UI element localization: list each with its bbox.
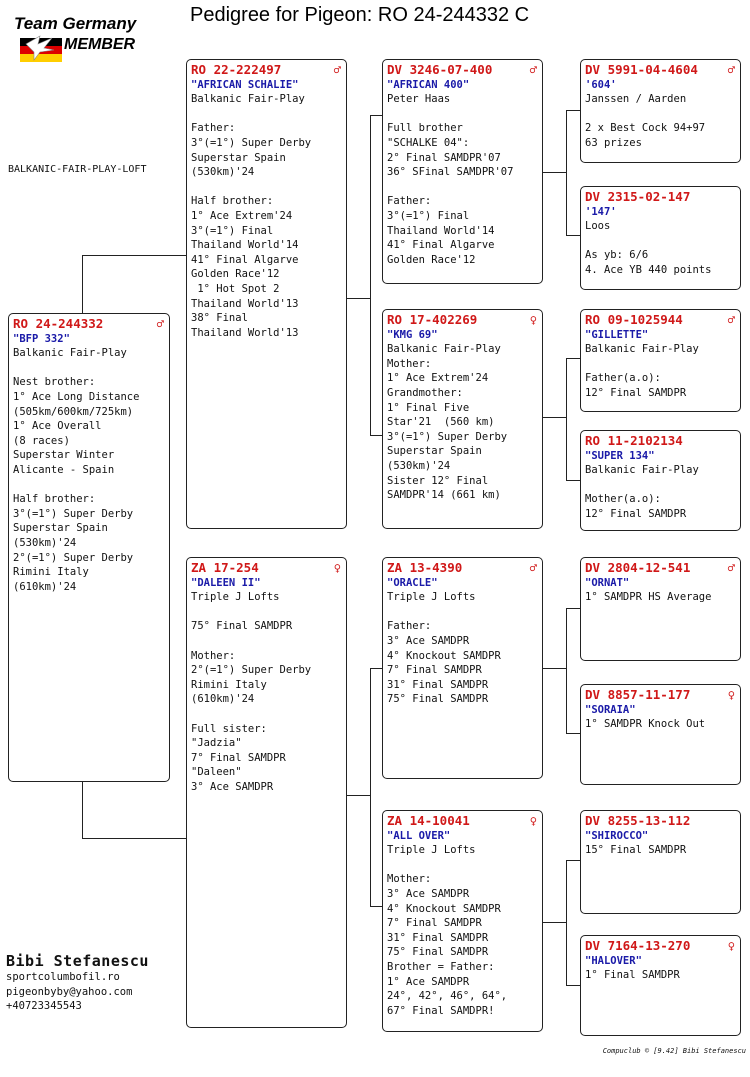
pedigree-note: Mother: [387,873,432,886]
pedigree-note: Peter Haas [387,93,451,106]
pedigree-note: 1° Ace Extrem'24 [191,209,293,222]
pedigree-note: 38° Final [191,312,248,325]
pedigree-note: (610km)'24 [191,693,255,706]
pedigree-note: Superstar Spain [13,522,108,535]
ring-number: DV 5991-04-4604 [585,62,698,77]
ring-number: DV 2804-12-541 [585,560,691,575]
pigeon-name: "ORACLE" [387,576,438,589]
female-icon: ♀ [333,561,341,575]
pedigree-note [585,234,736,249]
pigeon-card-sds[interactable] [580,309,741,412]
pedigree-note: "SCHALKE 04": [387,136,470,149]
pedigree-note: Triple J Lofts [387,591,476,604]
pedigree-note: Triple J Lofts [191,591,280,604]
ring-number: DV 8857-11-177 [585,687,691,702]
pedigree-note [13,478,165,493]
pedigree-note: "Daleen" [191,766,242,779]
pedigree-note: Balkanic Fair-Play [585,464,699,477]
pedigree-note: Brother = Father: [387,960,495,973]
pedigree-note: 2°(=1°) Super Derby [191,664,312,677]
pedigree-note: 3°(=1°) Super Derby [387,430,508,443]
pedigree-note: 2°(=1°) Super Derby [13,551,134,564]
ring-number: ZA 14-10041 [387,813,470,828]
pedigree-note [387,107,538,122]
pedigree-note: Father: [387,195,432,208]
pedigree-note: 75° Final SAMDPR [191,620,293,633]
pedigree-note: 1° Ace Overall [13,420,102,433]
pedigree-note [585,107,736,122]
pedigree-note: SAMDPR'14 (661 km) [387,489,501,502]
pedigree-note: Superstar Spain [387,445,482,458]
pigeon-card-dds[interactable] [580,810,741,914]
pedigree-note: Rimini Italy [13,566,89,579]
pedigree-note [585,357,736,372]
pedigree-note: 67° Final SAMDPR! [387,1004,495,1017]
pigeon-card-dss[interactable] [580,557,741,661]
ring-number: DV 2315-02-147 [585,189,691,204]
pedigree-note: Full brother [387,122,463,135]
pedigree-note: 3°(=1°) Super Derby [191,136,312,149]
pedigree-note: 31° Final SAMDPR [387,678,489,691]
pedigree-note: 12° Final SAMDPR [585,507,687,520]
pedigree-note [13,361,165,376]
ring-number: ZA 13-4390 [387,560,463,575]
pedigree-note: Mother: [191,649,236,662]
pedigree-note [191,180,342,195]
pedigree-note [387,858,538,873]
pedigree-note: 3°(=1°) Final [387,209,470,222]
team-germany-logo [12,12,162,62]
pigeon-name: "ALL OVER" [387,829,451,842]
pedigree-note: 7° Final SAMDPR [387,917,482,930]
pedigree-note [191,707,342,722]
pedigree-note: Triple J Lofts [387,844,476,857]
pedigree-note: 2° Final SAMDPR'07 [387,151,501,164]
pedigree-note [387,180,538,195]
pedigree-note [191,107,342,122]
pedigree-note: 15° Final SAMDPR [585,844,687,857]
pedigree-note: Golden Race'12 [387,253,476,266]
pedigree-note: Balkanic Fair-Play [13,347,127,360]
pedigree-note: 3°(=1°) Super Derby [13,507,134,520]
pedigree-note: Alicante - Spain [13,463,115,476]
pigeon-name: '604' [585,78,617,91]
pedigree-note: 1° Ace Extrem'24 [387,372,489,385]
ring-number: DV 7164-13-270 [585,938,691,953]
male-icon: ♂ [529,561,537,575]
male-icon: ♂ [529,63,537,77]
pedigree-note: 1° Ace Long Distance [13,390,140,403]
male-icon: ♂ [333,63,341,77]
pigeon-name: "AFRICAN 400" [387,78,470,91]
ring-number: RO 24-244332 [13,316,104,331]
pedigree-note: 24°, 42°, 46°, 64°, [387,990,508,1003]
footer-credit: Compuclub © [9.42] Bibi Stefanescu [602,1047,746,1055]
pedigree-note: (530km)'24 [387,459,451,472]
contact-website[interactable]: sportcolumbofil.ro [6,971,120,983]
pedigree-note: 12° Final SAMDPR [585,386,687,399]
male-icon: ♂ [727,561,735,575]
pedigree-note: Nest brother: [13,376,96,389]
pedigree-note: 63 prizes [585,136,642,149]
pedigree-note [191,605,342,620]
ring-number: DV 3246-07-400 [387,62,493,77]
contact-email[interactable]: pigeonbyby@yahoo.com [6,985,133,998]
loft-name: BALKANIC-FAIR-PLAY-LOFT [8,164,147,175]
logo-line1: Team Germany [14,14,137,33]
pigeon-card-dam-dam[interactable] [382,810,543,1032]
pigeon-card-ddd[interactable] [580,935,741,1036]
female-icon: ♀ [727,939,735,953]
ring-number: RO 22-222497 [191,62,282,77]
pigeon-card-sire[interactable] [186,59,347,529]
female-icon: ♀ [529,814,537,828]
pedigree-note: Thailand World'14 [191,239,299,252]
pedigree-note: 1° SAMDPR HS Average [585,591,712,604]
pigeon-card-dam-sire[interactable] [382,557,543,779]
pedigree-note: Half brother: [13,493,96,506]
pedigree-note [191,634,342,649]
pedigree-note: Balkanic Fair-Play [585,343,699,356]
pedigree-note: Grandmother: [387,386,463,399]
ring-number: RO 09-1025944 [585,312,683,327]
pedigree-note: 41° Final Algarve [191,253,299,266]
page-title: Pedigree for Pigeon: RO 24-244332 C [190,4,530,26]
male-icon: ♂ [727,63,735,77]
pedigree-note [387,605,538,620]
pedigree-note: (505km/600km/725km) [13,405,134,418]
pedigree-note: Superstar Winter [13,449,115,462]
pigeon-card-sire-dam[interactable] [382,309,543,529]
pedigree-note: 3° Ace SAMDPR [191,780,274,793]
pedigree-note: "Jadzia" [191,737,242,750]
pigeon-name: "BFP 332" [13,332,70,345]
pedigree-note: (530km)'24 [191,166,255,179]
pedigree-note: Janssen / Aarden [585,93,687,106]
ring-number: DV 8255-13-112 [585,813,691,828]
pedigree-note: Star'21 (560 km) [387,416,495,429]
pedigree-note: 4° Knockout SAMDPR [387,902,501,915]
ring-number: RO 11-2102134 [585,433,683,448]
pedigree-note: 36° SFinal SAMDPR'07 [387,166,514,179]
pigeon-card-dam[interactable] [186,557,347,1028]
pedigree-note: 4. Ace YB 440 points [585,263,712,276]
pigeon-name: "ORNAT" [585,576,630,589]
pedigree-note: 4° Knockout SAMDPR [387,649,501,662]
pedigree-note: 41° Final Algarve [387,239,495,252]
pedigree-note: 75° Final SAMDPR [387,946,489,959]
pedigree-note: 1° Hot Spot 2 [191,282,280,295]
pigeon-name: "KMG 69" [387,328,438,341]
pedigree-note: 1° SAMDPR Knock Out [585,718,706,731]
pedigree-note: 7° Final SAMDPR [191,751,286,764]
pedigree-note: Half brother: [191,195,274,208]
pigeon-card-dsd[interactable] [580,684,741,785]
pedigree-note: Loos [585,220,611,233]
male-icon: ♂ [727,313,735,327]
pedigree-note: Golden Race'12 [191,268,280,281]
contact-name: Bibi Stefanescu [6,952,149,970]
pedigree-note: Thailand World'13 [191,297,299,310]
pedigree-note: As yb: 6/6 [585,249,649,262]
pedigree-note: 31° Final SAMDPR [387,931,489,944]
pedigree-note: Thailand World'13 [191,326,299,339]
pedigree-note: Father(a.o): [585,372,661,385]
pigeon-name: "HALOVER" [585,954,642,967]
pedigree-note: Balkanic Fair-Play [191,93,305,106]
pedigree-note: Thailand World'14 [387,224,495,237]
pedigree-note: (610km)'24 [13,580,77,593]
pigeon-name: "SHIROCCO" [585,829,649,842]
male-icon: ♂ [156,317,164,331]
pedigree-note: Mother: [387,357,432,370]
pedigree-note: Mother(a.o): [585,493,661,506]
pigeon-card-subject[interactable] [8,313,170,782]
ring-number: RO 17-402269 [387,312,478,327]
pigeon-name: "AFRICAN SCHALIE" [191,78,299,91]
pedigree-note: 75° Final SAMDPR [387,693,489,706]
pedigree-note: Balkanic Fair-Play [387,343,501,356]
pigeon-card-sire-sire[interactable] [382,59,543,284]
pedigree-note: 1° Ace SAMDPR [387,975,470,988]
pedigree-note: 7° Final SAMDPR [387,664,482,677]
pigeon-name: "SUPER 134" [585,449,655,462]
contact-phone: +40723345543 [6,1000,82,1013]
pedigree-note: 3°(=1°) Final [191,224,274,237]
pedigree-note: 1° Final Five [387,401,470,414]
pigeon-card-sss[interactable] [580,59,741,163]
pedigree-note: 3° Ace SAMDPR [387,634,470,647]
pigeon-card-ssd[interactable] [580,186,741,290]
pigeon-flag-icon [20,34,62,62]
pedigree-note: (8 races) [13,434,70,447]
pigeon-name: "DALEEN II" [191,576,261,589]
pigeon-card-sdd[interactable] [580,430,741,531]
pedigree-note: Father: [191,122,236,135]
female-icon: ♀ [529,313,537,327]
pedigree-note: Rimini Italy [191,678,267,691]
pedigree-note: Superstar Spain [191,151,286,164]
pedigree-note: 2 x Best Cock 94+97 [585,122,706,135]
ring-number: ZA 17-254 [191,560,259,575]
pedigree-note: Sister 12° Final [387,474,489,487]
pedigree-note: 1° Final SAMDPR [585,969,680,982]
pedigree-note: (530km)'24 [13,536,77,549]
pedigree-note: 3° Ace SAMDPR [387,887,470,900]
female-icon: ♀ [727,688,735,702]
pedigree-note [585,478,736,493]
pigeon-name: "SORAIA" [585,703,636,716]
logo-line2: MEMBER [64,36,136,53]
contact-block [6,952,149,1014]
pigeon-name: '147' [585,205,617,218]
pigeon-name: "GILLETTE" [585,328,649,341]
pedigree-note: Full sister: [191,722,267,735]
pedigree-note: Father: [387,620,432,633]
